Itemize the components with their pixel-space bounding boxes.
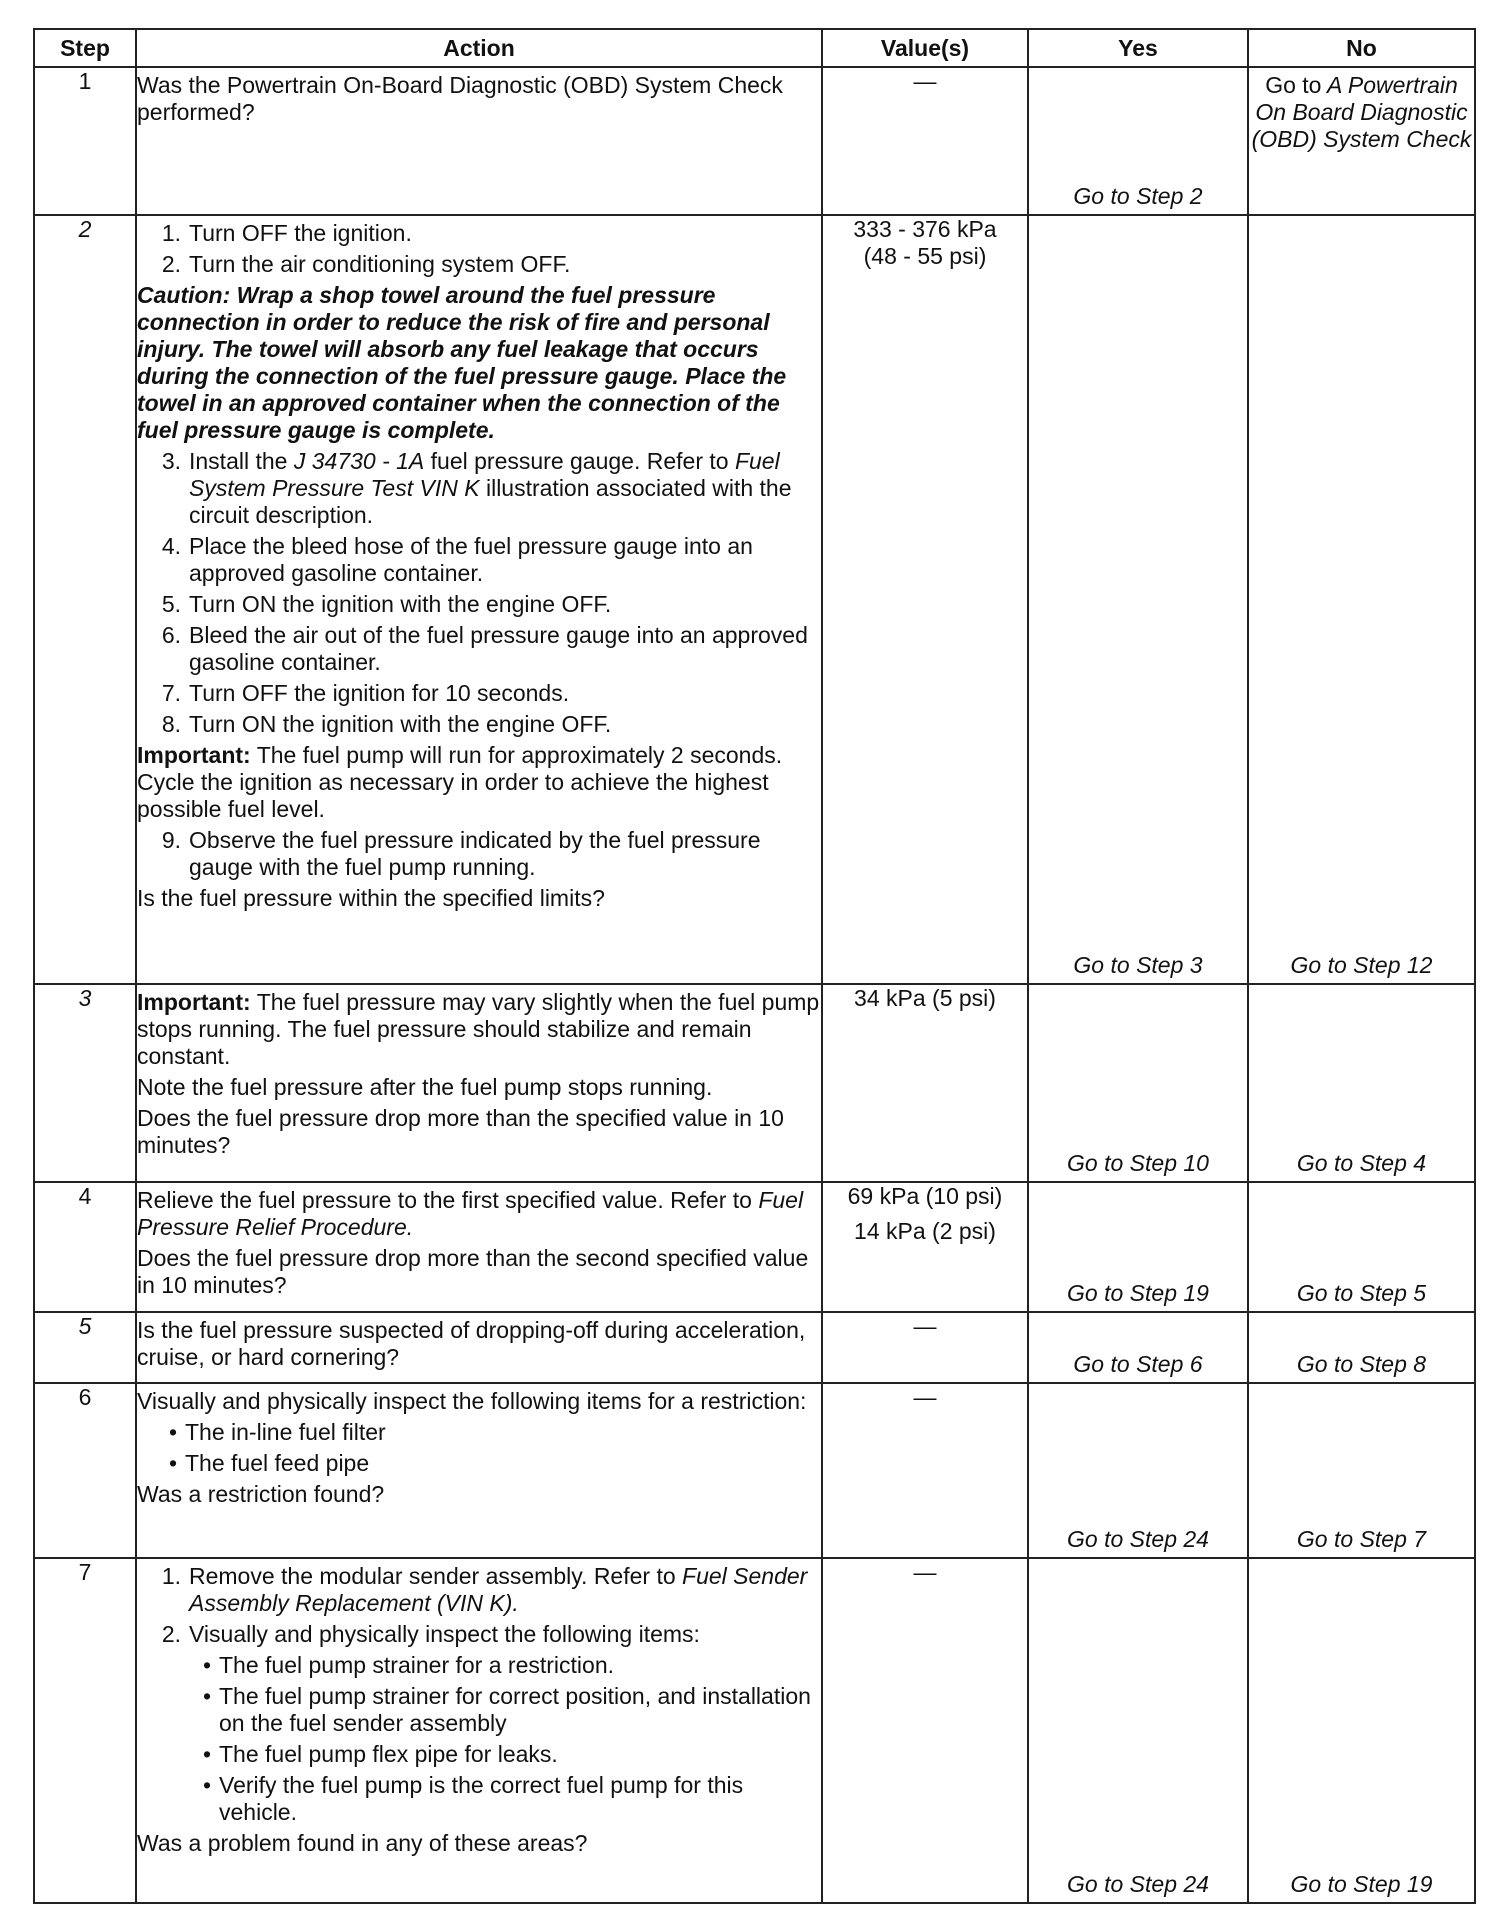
yes-link[interactable]: Go to Step 10 bbox=[1067, 1150, 1209, 1176]
list-item: 2. Visually and physically inspect the following items: bbox=[161, 1621, 700, 1647]
action-cell bbox=[136, 1182, 822, 1312]
value-second: 14 kPa (2 psi) bbox=[854, 1218, 996, 1244]
list-item: • The fuel pump strainer for a restriction. bbox=[202, 1652, 614, 1678]
yes-link[interactable]: Go to Step 24 bbox=[1067, 1871, 1209, 1897]
instruction: Visually and physically inspect the following items for a restriction: bbox=[137, 1388, 807, 1414]
no-link-text: A Powertrain On Board Diagnostic (OBD) System Check bbox=[1251, 72, 1472, 152]
action-cell bbox=[136, 1558, 822, 1903]
value-cell: — bbox=[822, 1558, 1028, 1903]
header-row bbox=[34, 29, 1475, 67]
table-row bbox=[34, 1182, 1475, 1312]
list-item: • Verify the fuel pump is the correct fuel pump for this vehicle. bbox=[202, 1772, 744, 1825]
yes-cell bbox=[1028, 1182, 1248, 1312]
no-prefix: Go to bbox=[1265, 72, 1322, 98]
table-row bbox=[34, 1383, 1475, 1558]
yes-link[interactable]: Go to Step 19 bbox=[1067, 1280, 1209, 1306]
list-item: 1. Remove the modular sender assembly. Refer to Fuel Sender Assembly Replacement (VIN K). bbox=[161, 1563, 808, 1616]
list-item: 1. Turn OFF the ignition. bbox=[161, 220, 412, 246]
value-cell: — bbox=[822, 1312, 1028, 1383]
table-row bbox=[34, 215, 1475, 984]
list-item: 9. Observe the fuel pressure indicated by the fuel pressure gauge with the fuel pump running. bbox=[161, 827, 761, 880]
doc-reference[interactable]: Fuel Pressure Relief Procedure. bbox=[137, 1187, 804, 1240]
yes-link[interactable]: Go to Step 3 bbox=[1073, 952, 1203, 978]
value-first: 69 kPa (10 psi) bbox=[847, 1183, 1003, 1209]
question: Is the fuel pressure suspected of dropping-off during acceleration, cruise, or hard cornering? bbox=[137, 1317, 806, 1370]
no-cell bbox=[1248, 1558, 1475, 1903]
no-link[interactable]: Go to Step 12 bbox=[1290, 952, 1433, 978]
list-item: 6. Bleed the air out of the fuel pressure gauge into an approved gasoline container. bbox=[161, 622, 808, 675]
no-cell bbox=[1248, 1312, 1475, 1383]
action-cell bbox=[136, 67, 822, 215]
value-cell bbox=[822, 1182, 1028, 1312]
header-no: No bbox=[1248, 29, 1475, 67]
doc-reference[interactable]: Fuel Sender Assembly Replacement (VIN K). bbox=[189, 1563, 808, 1616]
table-row bbox=[34, 1312, 1475, 1383]
header-yes: Yes bbox=[1028, 29, 1248, 67]
action-cell bbox=[136, 1312, 822, 1383]
yes-link[interactable]: Go to Step 2 bbox=[1073, 183, 1203, 209]
step-number: 6 bbox=[34, 1383, 136, 1558]
list-item: 3. Install the J 34730 - 1A fuel pressure gauge. Refer to Fuel System Pressure Test VIN K illustration associated with the circuit description. bbox=[161, 448, 792, 528]
yes-cell bbox=[1028, 67, 1248, 215]
step-number: 2 bbox=[34, 215, 136, 984]
question: Was a restriction found? bbox=[137, 1481, 385, 1507]
no-link[interactable]: Go to Step 5 bbox=[1296, 1280, 1427, 1306]
no-cell bbox=[1248, 215, 1475, 984]
question: Was a problem found in any of these areas? bbox=[137, 1830, 588, 1856]
no-link[interactable]: Go to Step 8 bbox=[1296, 1351, 1427, 1377]
no-link[interactable]: Go to Step 4 bbox=[1296, 1150, 1427, 1176]
tool-reference: J 34730 - 1A bbox=[293, 448, 425, 474]
action-cell bbox=[136, 984, 822, 1182]
action-cell bbox=[136, 1383, 822, 1558]
no-cell bbox=[1248, 67, 1475, 215]
list-item: • The fuel pump strainer for correct position, and installation on the fuel sender assembly bbox=[202, 1683, 811, 1736]
list-item: • The fuel pump flex pipe for leaks. bbox=[202, 1741, 558, 1767]
no-link[interactable]: Go to Step 19 bbox=[1290, 1871, 1433, 1897]
value-psi: (48 - 55 psi) bbox=[863, 243, 987, 269]
value-kpa: 333 - 376 kPa bbox=[853, 216, 997, 242]
question: Does the fuel pressure drop more than the specified value in 10 minutes? bbox=[137, 1105, 784, 1158]
table-row bbox=[34, 67, 1475, 215]
action-cell bbox=[136, 215, 822, 984]
step-number: 5 bbox=[34, 1312, 136, 1383]
table-row bbox=[34, 1558, 1475, 1903]
list-item: 5. Turn ON the ignition with the engine OFF. bbox=[161, 591, 612, 617]
diagnostic-table bbox=[33, 28, 1476, 1904]
instruction: Relieve the fuel pressure to the first specified value. Refer to Fuel Pressure Relief Procedure. bbox=[137, 1187, 804, 1240]
question: Is the fuel pressure within the specified limits? bbox=[137, 885, 605, 911]
list-item: 8. Turn ON the ignition with the engine OFF. bbox=[161, 711, 612, 737]
yes-link[interactable]: Go to Step 6 bbox=[1073, 1351, 1203, 1377]
yes-cell bbox=[1028, 1383, 1248, 1558]
no-cell bbox=[1248, 1383, 1475, 1558]
value-cell: — bbox=[822, 67, 1028, 215]
value-cell: — bbox=[822, 1383, 1028, 1558]
list-item: 4. Place the bleed hose of the fuel pressure gauge into an approved gasoline container. bbox=[161, 533, 753, 586]
step-number: 7 bbox=[34, 1558, 136, 1903]
yes-cell bbox=[1028, 984, 1248, 1182]
no-link[interactable] bbox=[1249, 72, 1474, 210]
value-cell: 34 kPa (5 psi) bbox=[822, 984, 1028, 1182]
yes-cell bbox=[1028, 1558, 1248, 1903]
list-item: • The fuel feed pipe bbox=[168, 1450, 370, 1476]
important-note: Important: The fuel pump will run for approximately 2 seconds. Cycle the ignition as necessary in order to achieve the highest possible fuel level. bbox=[137, 742, 783, 822]
list-item: • The in-line fuel filter bbox=[168, 1419, 386, 1445]
question: Was the Powertrain On-Board Diagnostic (OBD) System Check performed? bbox=[137, 72, 783, 125]
table-row bbox=[34, 984, 1475, 1182]
value-cell bbox=[822, 215, 1028, 984]
caution-text: Caution: Wrap a shop towel around the fuel pressure connection in order to reduce the risk of fire and personal injury. The towel will absorb any fuel leakage that occurs during the connection of the fuel pressure gauge. Place the towel in an approved container when the connection of the fuel pressure gauge is complete. bbox=[137, 282, 787, 443]
yes-link[interactable]: Go to Step 24 bbox=[1067, 1526, 1209, 1552]
step-number: 3 bbox=[34, 984, 136, 1182]
header-step: Step bbox=[34, 29, 136, 67]
no-cell bbox=[1248, 984, 1475, 1182]
no-cell bbox=[1248, 1182, 1475, 1312]
step-number: 1 bbox=[34, 67, 136, 215]
list-item: 2. Turn the air conditioning system OFF. bbox=[161, 251, 571, 277]
header-values: Value(s) bbox=[822, 29, 1028, 67]
no-link[interactable]: Go to Step 7 bbox=[1296, 1526, 1427, 1552]
list-item: 7. Turn OFF the ignition for 10 seconds. bbox=[161, 680, 570, 706]
header-action: Action bbox=[136, 29, 822, 67]
yes-cell bbox=[1028, 1312, 1248, 1383]
note-text: Note the fuel pressure after the fuel pump stops running. bbox=[137, 1074, 713, 1100]
important-note: Important: The fuel pressure may vary slightly when the fuel pump stops running. The fuel pressure should stabilize and remain constant. bbox=[137, 989, 820, 1069]
doc-reference[interactable]: Fuel System Pressure Test VIN K bbox=[189, 448, 780, 501]
yes-cell bbox=[1028, 215, 1248, 984]
question: Does the fuel pressure drop more than the second specified value in 10 minutes? bbox=[137, 1245, 809, 1298]
step-number: 4 bbox=[34, 1182, 136, 1312]
